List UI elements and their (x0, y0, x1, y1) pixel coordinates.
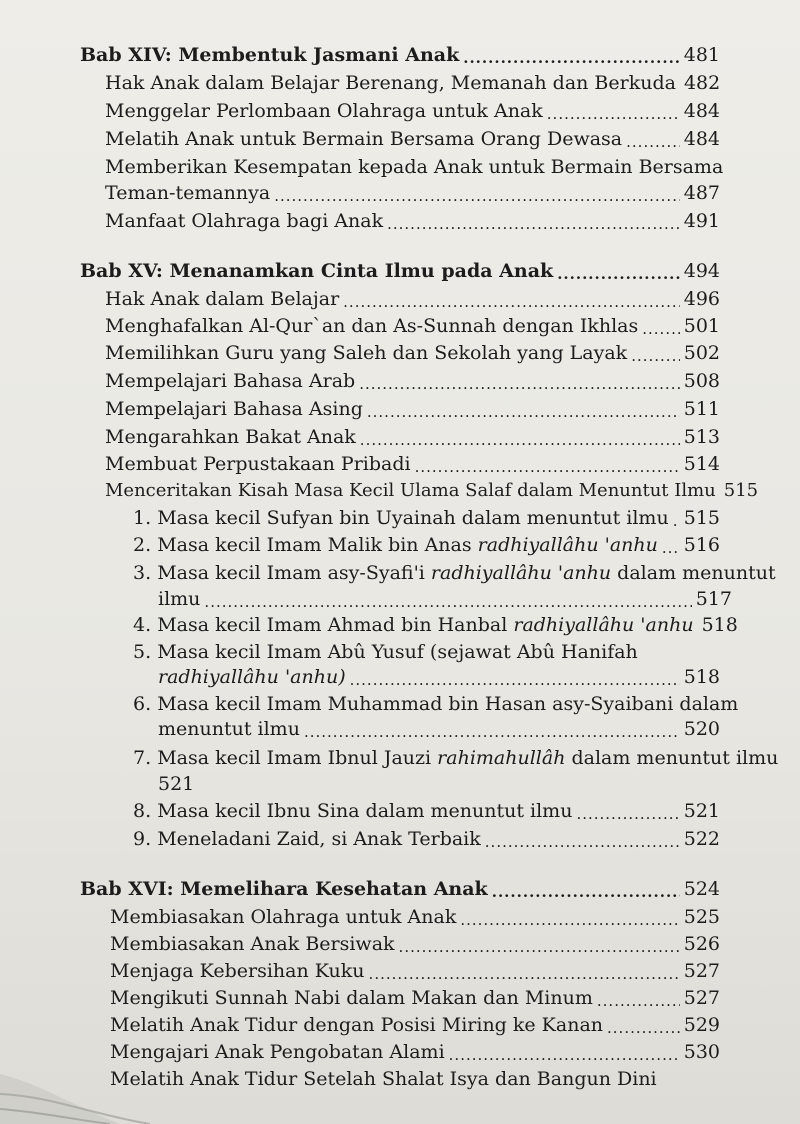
subentry-page-number: 518 (701, 614, 738, 636)
entry-page-number: 491 (683, 210, 720, 232)
entry-page-number: 513 (683, 426, 720, 448)
dot-leader (350, 664, 680, 690)
dot-leader (274, 180, 680, 206)
entry-title: Mengikuti Sunnah Nabi dalam Makan dan Minum (110, 987, 593, 1009)
entry-page-number: 526 (683, 933, 720, 955)
subentry-number: 9. (133, 828, 152, 850)
subentry-title-line1 (133, 691, 738, 717)
subentry-page-number: 520 (683, 718, 720, 740)
toc-subentry (133, 612, 738, 638)
dot-leader (399, 931, 680, 957)
entry-page-number: 482 (683, 72, 721, 94)
chapter-heading-xvi (80, 876, 720, 902)
entry-title: Memilihkan Guru yang Saleh dan Sekolah yang Layak (105, 342, 628, 364)
toc-entry (110, 985, 720, 1011)
entry-title: Membuat Perpustakaan Pribadi (105, 453, 411, 475)
subentry-number: 4. (133, 614, 152, 636)
dot-leader (367, 396, 680, 422)
chapter-heading-xv (80, 258, 720, 284)
subentry-page-number: 518 (683, 666, 720, 688)
dot-leader (369, 958, 680, 984)
entry-title: Hak Anak dalam Belajar Berenang, Memanah dan Berkuda (105, 72, 676, 94)
dot-leader (576, 798, 679, 824)
subentry-page-number: 522 (683, 828, 720, 850)
dot-leader (662, 532, 680, 558)
subentry-page-number: 515 (683, 507, 720, 529)
dot-leader (204, 586, 691, 612)
subentry-number: 8. (133, 800, 152, 822)
entry-page-number: 530 (683, 1041, 720, 1063)
toc-subentry (158, 664, 720, 690)
subentry-title: Masa kecil Imam Ahmad bin Hanbal (157, 614, 508, 636)
dot-leader (359, 368, 680, 394)
subentry-number: 2. (133, 534, 152, 556)
subentry-number: 5. (133, 641, 152, 663)
toc-entry (110, 904, 720, 930)
entry-page-number: 487 (683, 182, 720, 204)
entry-title: Mengarahkan Bakat Anak (105, 426, 356, 448)
subentry-number: 7. (133, 747, 152, 769)
toc-entry (105, 451, 720, 477)
entry-title: Melatih Anak Tidur dengan Posisi Miring ke Kanan (110, 1014, 604, 1036)
chapter-page-number: 481 (683, 44, 720, 66)
subentry-number: 6. (133, 693, 152, 715)
subentry-title: dalam menuntut (617, 562, 776, 584)
entry-title: Melatih Anak untuk Bermain Bersama Orang Dewasa (105, 128, 623, 150)
entry-title: Membiasakan Olahraga untuk Anak (110, 906, 457, 928)
toc-subentry (158, 716, 720, 742)
entry-title-line1: Memberikan Kesempatan kepada Anak untuk Bermain Bersama (105, 156, 724, 178)
entry-page-number: 508 (683, 370, 720, 392)
entry-title: Hak Anak dalam Belajar (105, 288, 340, 310)
subentry-honorific: radhiyallâhu 'anhu (477, 534, 658, 556)
subentry-title-line1 (133, 745, 778, 771)
toc-subentry (133, 826, 720, 852)
chapter-page-number: 524 (683, 878, 720, 900)
toc-subentry (158, 586, 732, 612)
chapter-title: Bab XV: Menanamkan Cinta Ilmu pada Anak (80, 260, 554, 282)
entry-page-number: 525 (683, 906, 720, 928)
dot-leader (626, 126, 680, 152)
dot-leader (492, 876, 680, 902)
subentry-title: Masa kecil Sufyan bin Uyainah dalam menuntut ilmu (157, 507, 669, 529)
entry-title: Menjaga Kebersihan Kuku (110, 960, 365, 982)
chapter-page-number: 494 (683, 260, 720, 282)
subentry-title: ilmu (158, 588, 201, 610)
dot-leader (607, 1012, 680, 1038)
dot-leader (304, 716, 680, 742)
entry-page-number: 502 (683, 342, 720, 364)
toc-subentry (133, 798, 720, 824)
toc-entry (105, 478, 759, 504)
entry-title: Mengajari Anak Pengobatan Alami (110, 1041, 445, 1063)
subentry-page-number: 521 (683, 800, 720, 822)
subentry-page-number: 521 (158, 773, 195, 795)
dot-leader (360, 424, 680, 450)
toc-entry (105, 368, 720, 394)
subentry-title: Masa kecil Imam asy-Syafi'i (157, 562, 425, 584)
dot-leader (485, 826, 680, 852)
dot-leader (597, 985, 680, 1011)
decorative-wave-graphic (0, 1034, 260, 1124)
entry-title: Mempelajari Bahasa Asing (105, 398, 363, 420)
entry-page-number: 484 (683, 128, 720, 150)
entry-title: Menggelar Perlombaan Olahraga untuk Anak (105, 100, 543, 122)
toc-entry (110, 931, 720, 957)
toc-entry (105, 98, 720, 124)
subentry-title: Masa kecil Imam Muhammad bin Hasan asy-Syaibani dalam (157, 693, 739, 715)
toc-entry (105, 286, 720, 312)
toc-entry (105, 340, 720, 366)
subentry-title-line1 (133, 639, 638, 665)
subentry-title: Masa kecil Imam Malik bin Anas (157, 534, 472, 556)
subentry-page-number: 517 (695, 588, 732, 610)
entry-title: Mempelajari Bahasa Arab (105, 370, 356, 392)
subentry-title: Masa kecil Imam Ibnul Jauzi (157, 747, 432, 769)
dot-leader (547, 98, 680, 124)
dot-leader (463, 42, 680, 68)
dot-leader (460, 904, 679, 930)
toc-subentry (133, 505, 720, 531)
entry-title: Teman-temannya (105, 182, 271, 204)
dot-leader (631, 340, 680, 366)
toc-entry (105, 396, 720, 422)
subentry-title-line1 (133, 560, 776, 586)
entry-page-number: 529 (683, 1014, 720, 1036)
dot-leader (387, 208, 680, 234)
entry-title: Manfaat Olahraga bagi Anak (105, 210, 384, 232)
dot-leader (673, 505, 680, 531)
dot-leader (343, 286, 680, 312)
entry-page-number: 527 (683, 987, 720, 1009)
entry-title: Membiasakan Anak Bersiwak (110, 933, 395, 955)
subentry-page-number: 516 (683, 534, 720, 556)
subentry-title: dalam menuntut ilmu (571, 747, 779, 769)
toc-entry (105, 208, 720, 234)
entry-page-number: 484 (683, 100, 720, 122)
entry-page-number: 496 (683, 288, 720, 310)
entry-page-number: 514 (683, 453, 720, 475)
entry-title: Menceritakan Kisah Masa Kecil Ulama Salaf dalam Menuntut Ilmu (105, 480, 716, 501)
entry-title: Melatih Anak Tidur Setelah Shalat Isya dan Bangun Dini (110, 1068, 657, 1090)
entry-page-number: 527 (683, 960, 720, 982)
toc-entry (105, 126, 720, 152)
toc-entry (105, 180, 720, 206)
subentry-title: Masa kecil Ibnu Sina dalam menuntut ilmu (157, 800, 573, 822)
toc-subentry (133, 532, 720, 558)
subentry-title: Masa kecil Imam Abû Yusuf (sejawat Abû Hanifah (157, 641, 638, 663)
entry-page-number: 515 (723, 480, 759, 501)
subentry-honorific: rahimahullâh (437, 747, 566, 769)
toc-entry (110, 958, 720, 984)
toc-entry (105, 424, 720, 450)
chapter-title: Bab XIV: Membentuk Jasmani Anak (80, 44, 460, 66)
subentry-number: 1. (133, 507, 152, 529)
dot-leader (642, 313, 679, 339)
subentry-number: 3. (133, 562, 152, 584)
subentry-honorific: radhiyallâhu 'anhu (430, 562, 612, 584)
subentry-honorific: radhiyallâhu 'anhu (513, 614, 694, 636)
toc-entry (105, 70, 720, 96)
chapter-title: Bab XVI: Memelihara Kesehatan Anak (80, 878, 488, 900)
entry-page-number: 501 (683, 315, 720, 337)
dot-leader (415, 451, 680, 477)
dot-leader (449, 1039, 680, 1065)
subentry-honorific: radhiyallâhu 'anhu) (158, 666, 346, 688)
entry-title: Menghafalkan Al-Qur`an dan As-Sunnah dengan Ikhlas (105, 315, 639, 337)
dot-leader (557, 258, 680, 284)
subentry-title: menuntut ilmu (158, 718, 300, 740)
toc-entry (105, 313, 720, 339)
entry-page-number: 511 (683, 398, 720, 420)
chapter-heading-xiv (80, 42, 720, 68)
subentry-title: Meneladani Zaid, si Anak Terbaik (157, 828, 481, 850)
